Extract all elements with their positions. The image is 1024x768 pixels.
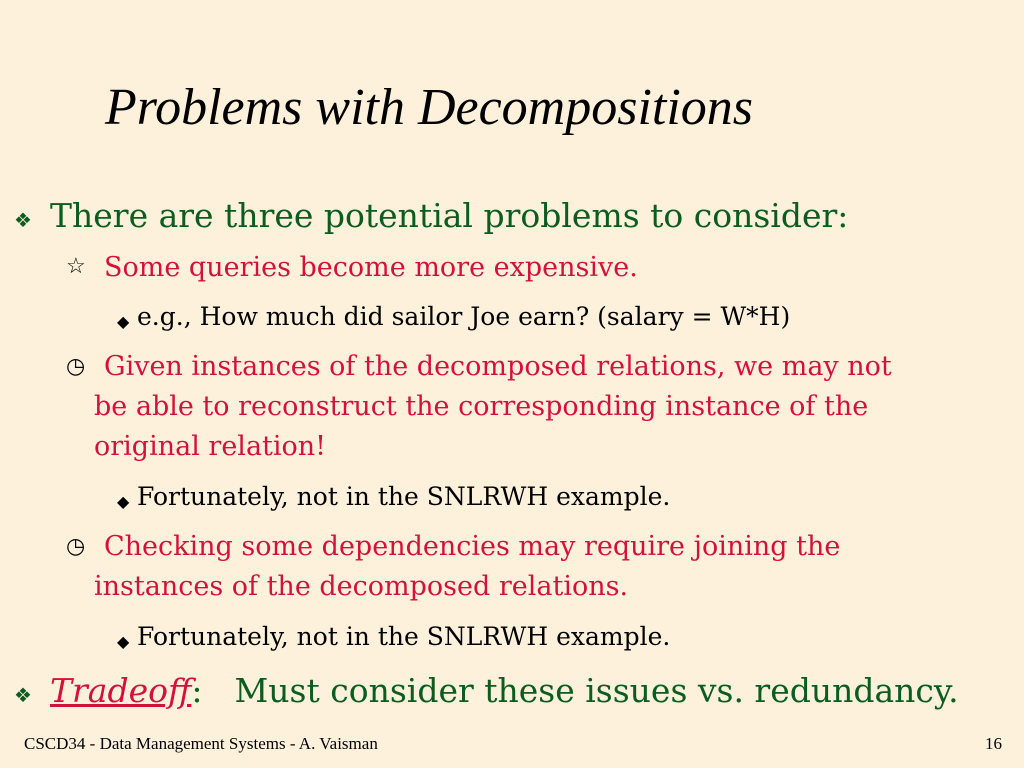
tradeoff-colon: : bbox=[191, 671, 203, 710]
diamond-small-bullet-icon: ◆ bbox=[117, 312, 130, 331]
diamond-bullet-icon: ❖ bbox=[14, 208, 32, 232]
point-tradeoff bbox=[50, 671, 959, 710]
diamond-small-bullet-icon: ◆ bbox=[117, 492, 130, 511]
slide-title: Problems with Decompositions bbox=[105, 79, 754, 136]
subpoint-expensive-queries: Some queries become more expensive. bbox=[104, 252, 638, 283]
tradeoff-text: Must consider these issues vs. redundancy. bbox=[234, 671, 959, 710]
subpoint-dependencies-line-1: Checking some dependencies may require joining the bbox=[104, 531, 841, 562]
diamond-small-bullet-icon: ◆ bbox=[117, 632, 130, 651]
subpoint-reconstruct-line-1: Given instances of the decomposed relations, we may not bbox=[104, 351, 892, 382]
note-fortunately-2: Fortunately, not in the SNLRWH example. bbox=[137, 622, 671, 651]
page-number: 16 bbox=[985, 734, 1002, 753]
point-three-problems: There are three potential problems to consider: bbox=[50, 196, 849, 235]
clock-bullet-icon: ◷ bbox=[66, 354, 86, 379]
note-fortunately-1: Fortunately, not in the SNLRWH example. bbox=[137, 482, 671, 511]
subpoint-reconstruct-line-3: original relation! bbox=[94, 431, 327, 462]
footer-course: CSCD34 - Data Management Systems - A. Vaisman bbox=[24, 734, 378, 753]
star-bullet-icon: ☆ bbox=[66, 254, 86, 279]
tradeoff-label: Tradeoff bbox=[50, 671, 192, 710]
subpoint-dependencies-line-2: instances of the decomposed relations. bbox=[94, 571, 629, 602]
diamond-bullet-icon: ❖ bbox=[14, 683, 32, 707]
example-salary: e.g., How much did sailor Joe earn? (salary = W*H) bbox=[137, 302, 791, 331]
clock-bullet-icon: ◷ bbox=[66, 534, 86, 559]
subpoint-reconstruct-line-2: be able to reconstruct the corresponding instance of the bbox=[94, 391, 869, 422]
